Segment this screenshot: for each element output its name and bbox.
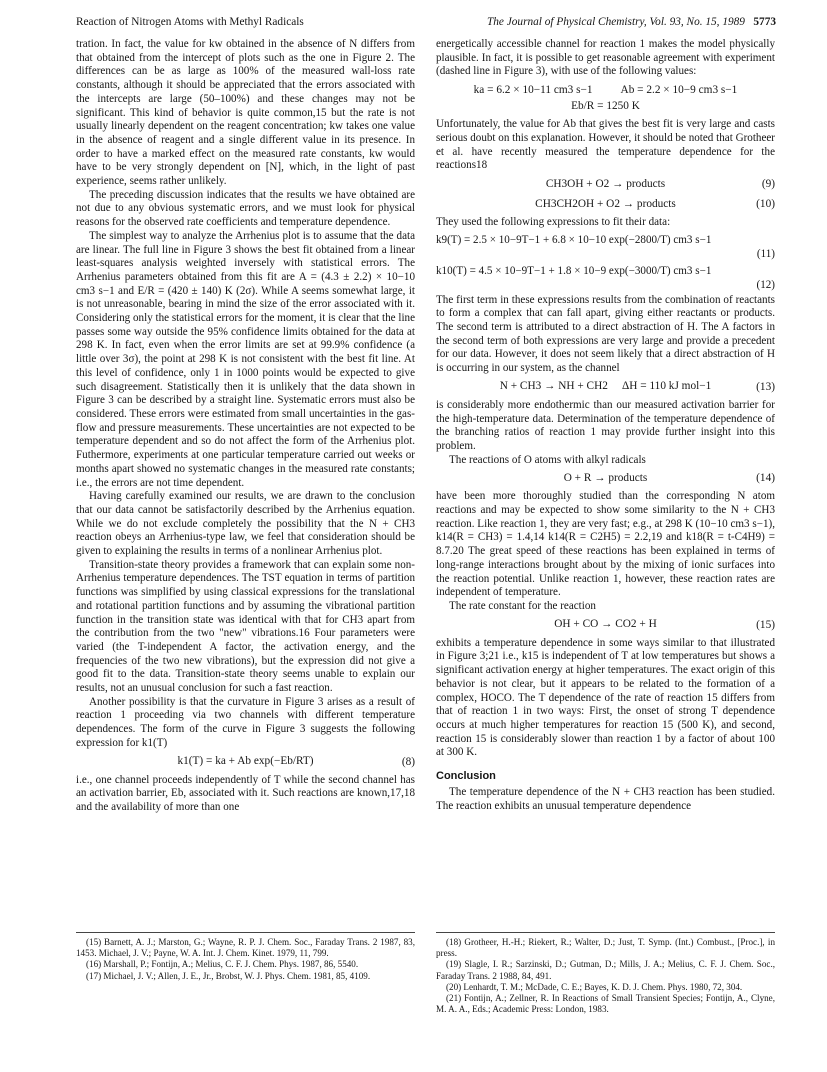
equation-8 — [76, 754, 415, 771]
equation-9 — [436, 176, 775, 193]
parameter-values — [436, 82, 775, 114]
equation-11 — [436, 233, 775, 261]
value-ka: ka = 6.2 × 10−11 cm3 s−1 — [473, 84, 593, 97]
paragraph: They used the following expressions to fit their data: — [436, 215, 671, 228]
equation-number: (10) — [756, 197, 775, 210]
journal-citation — [487, 14, 776, 30]
footnote: (19) Slagle, I. R.; Sarzinski, D.; Gutman, D.; Mills, J. A.; Melius, C. F. J. Chem. Soc., Faraday Trans. 2 1988, 84, 491. — [436, 959, 775, 981]
footnote: (16) Marshall, P.; Fontijn, A.; Melius, C. F. J. Chem. Phys. 1987, 86, 5540. — [86, 959, 359, 970]
footnote-rule — [436, 932, 775, 933]
paragraph: Transition-state theory provides a framework that can explain some non-Arrhenius temperature dependences. The TST equation in terms of partition functions was simplified by using classical expressions for the translational and rotational partition functions and by assuming the vibrational partition function in the transition state was identical with that for CH3 apart from the contribution from the two "new" vibrations.16 Four parameters were varied (the T-independent A factor, the activation energy, and the frequencies of the two new vibrations), but the expression did not give a good fit to the data. Transition-state theory seems unable to explain our results, not an unusual conclusion for such a fast reaction. — [76, 558, 415, 695]
equation-number: (11) — [756, 247, 775, 260]
paragraph: energetically accessible channel for reaction 1 makes the model physically plausible. In fact, it is possible to get reasonable agreement with experiment (dashed line in Figure 3), with use of the following values: — [436, 38, 775, 78]
paragraph: The temperature dependence of the N + CH3 reaction has been studied. The reaction exhibits an unusual temperature dependence — [436, 786, 775, 812]
equation-text: CH3OH + O2 → products — [545, 177, 666, 190]
footnote-rule — [76, 932, 415, 933]
equation-number: (9) — [761, 177, 775, 190]
paragraph: have been more thoroughly studied than the corresponding N atom reactions and may be expected to show some similarity to the N + CH3 reaction. Like reaction 1, they are very fast; e.g., at 298 K (10−10 cm3 s−1), k14(R = CH3) = 1.4,14 k14(R = C2H5) = 2.2,19 and k18(R = t-C4H9) = 8.7.20 The great speed of these reactions has been explained in terms of long-range interactions brought about by the mixing of ionic surfaces into the reaction potential. Unlike reaction 1, however, these reaction rates are independent of temperature. — [436, 490, 775, 599]
equation-number: (15) — [756, 618, 775, 631]
equation-text: N + CH3 → NH + CH2 ΔH = 110 kJ mol−1 — [499, 380, 712, 393]
footnotes-right — [436, 932, 775, 1015]
paragraph: The simplest way to analyze the Arrhenius plot is to assume that the data are linear. The full line in Figure 3 shows the best fit obtained from a linear least-squares analysis weighted inversely with statistical errors. The Arrhenius parameters obtained from this fit are A = (4.3 ± 2.2) × 10−10 cm3 s−1 and E/R = (420 ± 140) K (2σ). While A seems somewhat large, it is not unreasonable, bearing in mind the size of the error associated with it. Considering only the statistical errors for the moment, it is clear that the line passes some way outside the 95% confidence limits obtained for the data at 298 K. In fact, even when the error limits are set at 99.9% confidence (a little over 3σ), the point at 298 K is not consistent with the best fit line. At this level of confidence, only 1 in 1000 points would be expected to give such disagreement. Statistically then it is unlikely that the data shown in Figure 3 can be described by a straight line. Systematic errors must also be considered. These errors were estimated from small uncertainties in the gas-flow and pressure measurements. These uncertainties are not expected to be temperature dependent and so do not affect the form of the Arrhenius plot. Futhermore, experiments at one particular temperature carried out weeks or months apart showed no systematic changes in the measured rate constants; i.e., the errors are not time dependent. — [76, 229, 415, 489]
paragraph: Having carefully examined our results, we are drawn to the conclusion that our data cannot be satisfactorily described by the Arrhenius equation. While we do not exclude completely the possibility that the N + CH3 reaction obeys an Arrhenius-type law, we feel that consideration should be given to explaining the results in terms of a nonlinear Arrhenius plot. — [76, 490, 415, 558]
page-number: 5773 — [753, 16, 776, 28]
equation-text: OH + CO → CO2 + H — [554, 618, 657, 631]
equation-13 — [436, 379, 775, 396]
running-header — [76, 14, 776, 30]
equation-text: O + R → products — [563, 472, 648, 484]
equation-15 — [436, 617, 775, 634]
value-Ab: Ab = 2.2 × 10−9 cm3 s−1 — [620, 84, 738, 97]
journal-name: The Journal of Physical Chemistry, Vol. 93, No. 15, 1989 — [486, 16, 745, 28]
paragraph: The rate constant for the reaction — [449, 599, 596, 612]
equation-number: (12) — [756, 278, 775, 291]
footnote: (21) Fontijn, A.; Zellner, R. In Reactions of Small Transient Species; Fontijn, A., Clyne, M. A. A., Eds.; Academic Press: London, 1983. — [436, 993, 775, 1015]
paragraph: is considerably more endothermic than our measured activation barrier for the high-temperature data. Determination of the temperature dependence of the branching ratios of reaction 1 may provide further insight into this problem. — [436, 398, 775, 452]
paragraph: The first term in these expressions results from the combination of reactants to form a complex that can fall apart, giving either reactants or products. The second term is attributed to a direct abstraction of H. The A factors in the second term of both expressions are very large and provide a precedent for our data. However, it does not seem likely that a direct abstraction of H is occurring in our system, as the channel — [436, 293, 775, 375]
section-heading-conclusion: Conclusion — [436, 770, 496, 783]
paragraph: Unfortunately, the value for Ab that gives the best fit is very large and casts serious doubt on this explanation. However, it should be noted that Grotheer et al. have recently measured the temperature dependence for the reactions18 — [436, 118, 775, 172]
running-title: Reaction of Nitrogen Atoms with Methyl Radicals — [76, 16, 304, 28]
footnote: (17) Michael, J. V.; Allen, J. E., Jr., Brobst, W. J. Phys. Chem. 1981, 85, 4109. — [86, 970, 371, 981]
paragraph: The reactions of O atoms with alkyl radicals — [449, 453, 646, 466]
value-Eb: Eb/R = 1250 K — [571, 100, 640, 113]
footnote: (20) Lenhardt, T. M.; McDade, C. E.; Bayes, K. D. J. Chem. Phys. 1980, 72, 304. — [446, 981, 743, 992]
equation-number: (8) — [401, 755, 415, 768]
footnote: (15) Barnett, A. J.; Marston, G.; Wayne, R. P. J. Chem. Soc., Faraday Trans. 2 1987, 83, 1453. Michael, J. V.; Payne, W. A. Int. J. Chem. Kinet. 1979, 11, 799. — [76, 937, 415, 959]
equation-text: k1(T) = ka + Ab exp(−Eb/RT) — [177, 755, 314, 768]
paragraph: tration. In fact, the value for kw obtained in the absence of N differs from that obtained from the intercept of plots such as the one in Figure 2. The differences can be as large as 100% of the measured wall-loss rate constants, although it should be appreciated that the errors associated with the intercepts are large (50–100%) and these changes may not be significant. This kind of behavior is quite common,15 but the rate is not usually linearly dependent on the reagent concentration; kw takes one value in the absence of reagent and a single different value in its presence. In order to have a marked effect on the measured rate constants, kw would have to be very strongly dependent on [N], which, in the light of past experience, seems rather unlikely. — [76, 38, 415, 188]
equation-text: CH3CH2OH + O2 → products — [535, 197, 676, 210]
equation-number: (14) — [756, 472, 775, 485]
equation-text: k9(T) = 2.5 × 10−9T−1 + 6.8 × 10−10 exp(−2800/T) cm3 s−1 — [436, 233, 712, 246]
footnotes-left — [76, 932, 415, 982]
paragraph: exhibits a temperature dependence in some ways similar to that illustrated in Figure 3;21 i.e., k15 is independent of T at low temperatures but shows a significant activation energy at higher temperatures. The exact origin of this behavior is not clear, but it appears to be related to the formation of a complex, HOCO. The T dependence of the rate of reaction 15 differs from that of reaction 1 in two ways: First, the onset of strong T dependence occurs at much higher temperatures for reaction 15 (500 K), and second, reaction 15 is considerably slower than reaction 1 by a factor of about 100 at 300 K. — [436, 636, 775, 759]
paragraph: Another possibility is that the curvature in Figure 3 arises as a result of reaction 1 proceeding via two channels with different temperature dependences. The form of the curve in Figure 3 suggests the following expression for k1(T) — [76, 695, 415, 749]
footnote: (18) Grotheer, H.-H.; Riekert, R.; Walter, D.; Just, T. Symp. (Int.) Combust., [Proc.], in press. — [436, 937, 775, 959]
right-column — [436, 38, 775, 813]
equation-12 — [436, 264, 775, 292]
equation-number: (13) — [756, 380, 775, 393]
paragraph: i.e., one channel proceeds independently of T while the second channel has an activation barrier, Eb, associated with it. Such reactions are known,17,18 and the availability of more than one — [76, 773, 415, 813]
left-column — [76, 38, 415, 815]
paragraph: The preceding discussion indicates that the results we have obtained are not due to any obvious systematic errors, and we must look for physical reasons for the observed rate coefficients and temperature dependence. — [76, 188, 415, 229]
equation-10 — [436, 196, 775, 213]
equation-text: k10(T) = 4.5 × 10−9T−1 + 1.8 × 10−9 exp(−3000/T) cm3 s−1 — [436, 264, 712, 277]
equation-14 — [436, 470, 775, 487]
